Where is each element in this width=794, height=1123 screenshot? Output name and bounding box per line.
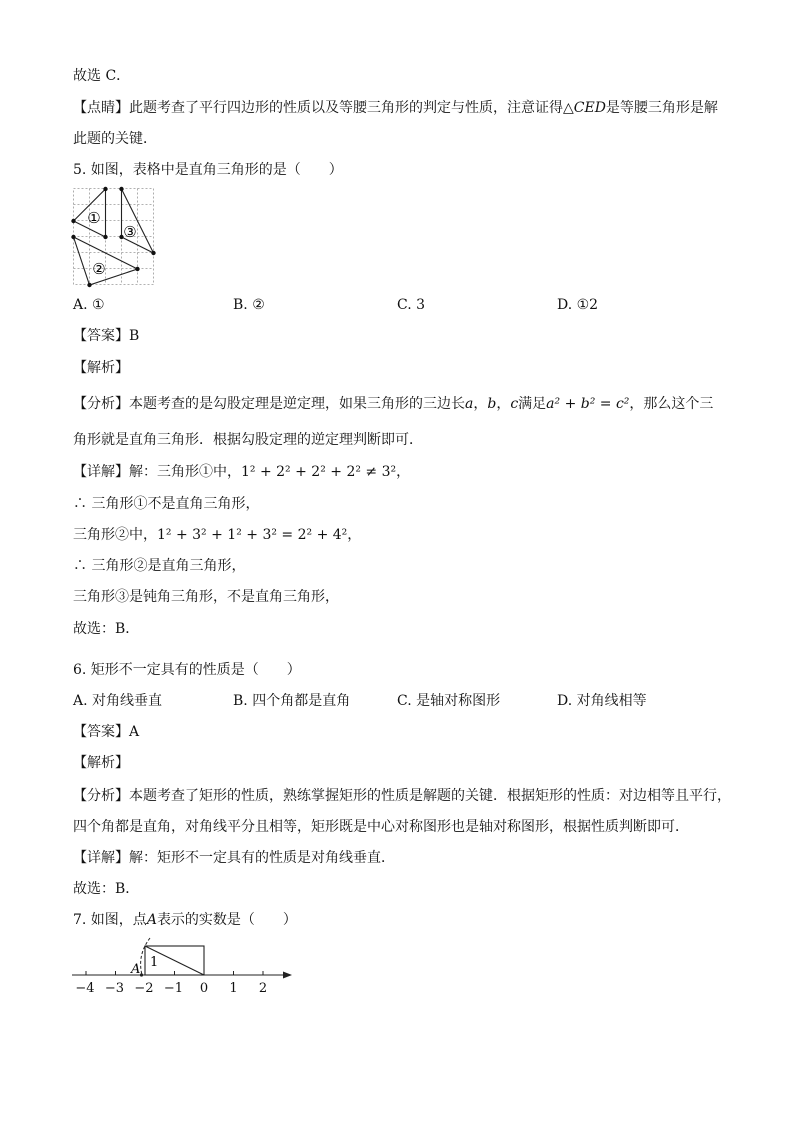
- q5-grid-figure: [70, 185, 160, 289]
- q7-number-line-figure: [66, 935, 298, 997]
- var-a: a: [465, 396, 474, 412]
- q5-detail-line-2: ∴ 三角形①不是直角三角形，: [73, 496, 260, 512]
- q4-answer: 故选 C．: [73, 68, 131, 84]
- q5-option-c[interactable]: C. 3: [397, 297, 426, 313]
- point-a: A: [146, 912, 157, 928]
- q5-detail-line-4: ∴ 三角形②是直角三角形，: [73, 558, 246, 574]
- tick-label: 2: [258, 981, 268, 996]
- vertex-dots: [71, 187, 155, 287]
- q5-fenxi-line-1: [73, 394, 713, 414]
- q6-answer: A: [129, 724, 140, 740]
- q4-comment-line: [73, 98, 718, 118]
- triangle-label-1: ①: [87, 209, 101, 227]
- fenxi-text-1: 本题考查的是勾股定理是逆定理，如果三角形的三边长: [129, 396, 465, 412]
- grid-lines: [74, 189, 154, 285]
- triangle-label-3: ③: [123, 223, 137, 241]
- detail-math-1: 1² + 2² + 2² + 2² ≠ 3²: [241, 464, 397, 480]
- axis-arrow-icon: [283, 972, 292, 979]
- comment-text: 此题考查了平行四边形的性质以及等腰三角形的判定与性质，注意证得△: [129, 100, 574, 116]
- q5-answer-line: [73, 326, 139, 346]
- fenxi-tag: 【分析】: [73, 788, 129, 804]
- q4-answer-line: [73, 66, 130, 86]
- q7-stem: [73, 910, 297, 930]
- q6-stem: 6. 矩形不一定具有的性质是（ ）: [73, 662, 301, 678]
- comment-tag: 【点睛】: [73, 100, 129, 116]
- q6-fenxi-line-1: [73, 786, 731, 806]
- q6-answer-line: [73, 722, 139, 742]
- q5-option-a[interactable]: A. ①: [73, 297, 105, 313]
- comment-text-2: 是等腰三角形是解: [605, 100, 718, 116]
- tick-label: −4: [75, 981, 95, 996]
- q6-option-a[interactable]: A. 对角线垂直: [73, 693, 163, 709]
- fenxi-text-3: ，那么这个三: [629, 396, 714, 412]
- q5-detail-line-3: [73, 525, 361, 545]
- axis-ticks: [86, 971, 263, 975]
- detail-text: 解：矩形不一定具有的性质是对角线垂直．: [129, 850, 395, 866]
- q5-stem: 5. 如图，表格中是直角三角形的是（ ）: [73, 162, 343, 178]
- q5-detail-line-5: 三角形③是钝角三角形，不是直角三角形，: [73, 589, 339, 605]
- q6-detail-line-2: 故选：B．: [73, 881, 140, 897]
- triangle-3: [122, 189, 154, 253]
- math-ced: CED: [573, 100, 606, 116]
- fenxi-text-2: 满足: [518, 396, 547, 412]
- q5-detail-line-1: [73, 462, 410, 482]
- detail-tag: 【详解】: [73, 850, 129, 866]
- point-a-label: A: [131, 962, 141, 977]
- q5-option-b[interactable]: B. ②: [233, 297, 265, 313]
- answer-tag: 【答案】: [73, 724, 129, 740]
- comment-line2-text: 此题的关键．: [73, 131, 157, 147]
- detail-end-3: ，: [347, 527, 362, 543]
- q6-option-c[interactable]: C. 是轴对称图形: [397, 693, 501, 709]
- q6-detail-line-1: [73, 848, 395, 868]
- q6-option-d[interactable]: D. 对角线相等: [557, 693, 647, 709]
- q5-answer: B: [129, 328, 140, 344]
- tick-label: −2: [134, 981, 154, 996]
- q6-option-b[interactable]: B. 四个角都是直角: [233, 693, 351, 709]
- q6-fenxi-line-2: 四个角都是直角，对角线平分且相等，矩形既是中心对称图形也是轴对称图形，根据性质判断即可．: [73, 819, 689, 835]
- answer-tag: 【答案】: [73, 328, 129, 344]
- pythagorean-equation: a² + b² = c²: [546, 396, 630, 412]
- fenxi-text: 本题考查了矩形的性质，熟练掌握矩形的性质是解题的关键．根据矩形的性质：对边相等且平行，: [129, 788, 731, 804]
- detail-text-3: 三角形②中，: [73, 527, 157, 543]
- separator-1: ，: [473, 396, 488, 412]
- q7-stem-text: 7. 如图，点: [73, 912, 147, 928]
- separator-2: ，: [496, 396, 511, 412]
- tick-label: −3: [104, 981, 125, 996]
- fenxi-tag: 【分析】: [73, 396, 129, 412]
- q5-option-d[interactable]: D. ①2: [557, 297, 599, 313]
- q5-fenxi-line-2: 角形就是直角三角形．根据勾股定理的逆定理判断即可．: [73, 432, 423, 448]
- detail-end: ，: [396, 464, 411, 480]
- q5-analysis-tag: 【解析】: [73, 360, 129, 376]
- var-c: c: [510, 396, 519, 412]
- detail-tag: 【详解】: [73, 464, 129, 480]
- triangle-label-2: ②: [92, 260, 106, 278]
- tick-label: 1: [229, 981, 238, 996]
- tick-label: −1: [163, 981, 184, 996]
- tick-label: 0: [199, 981, 209, 996]
- side-length-label: 1: [150, 955, 159, 970]
- q4-comment-line-2: [73, 129, 157, 149]
- q6-analysis-tag: 【解析】: [73, 755, 129, 771]
- q5-detail-line-6: 故选：B．: [73, 621, 140, 637]
- detail-math-3: 1² + 3² + 1² + 3² = 2² + 4²: [157, 527, 348, 543]
- detail-text: 解：三角形①中，: [129, 464, 241, 480]
- q7-stem-text-2: 表示的实数是（ ）: [156, 912, 297, 928]
- var-b: b: [487, 396, 497, 412]
